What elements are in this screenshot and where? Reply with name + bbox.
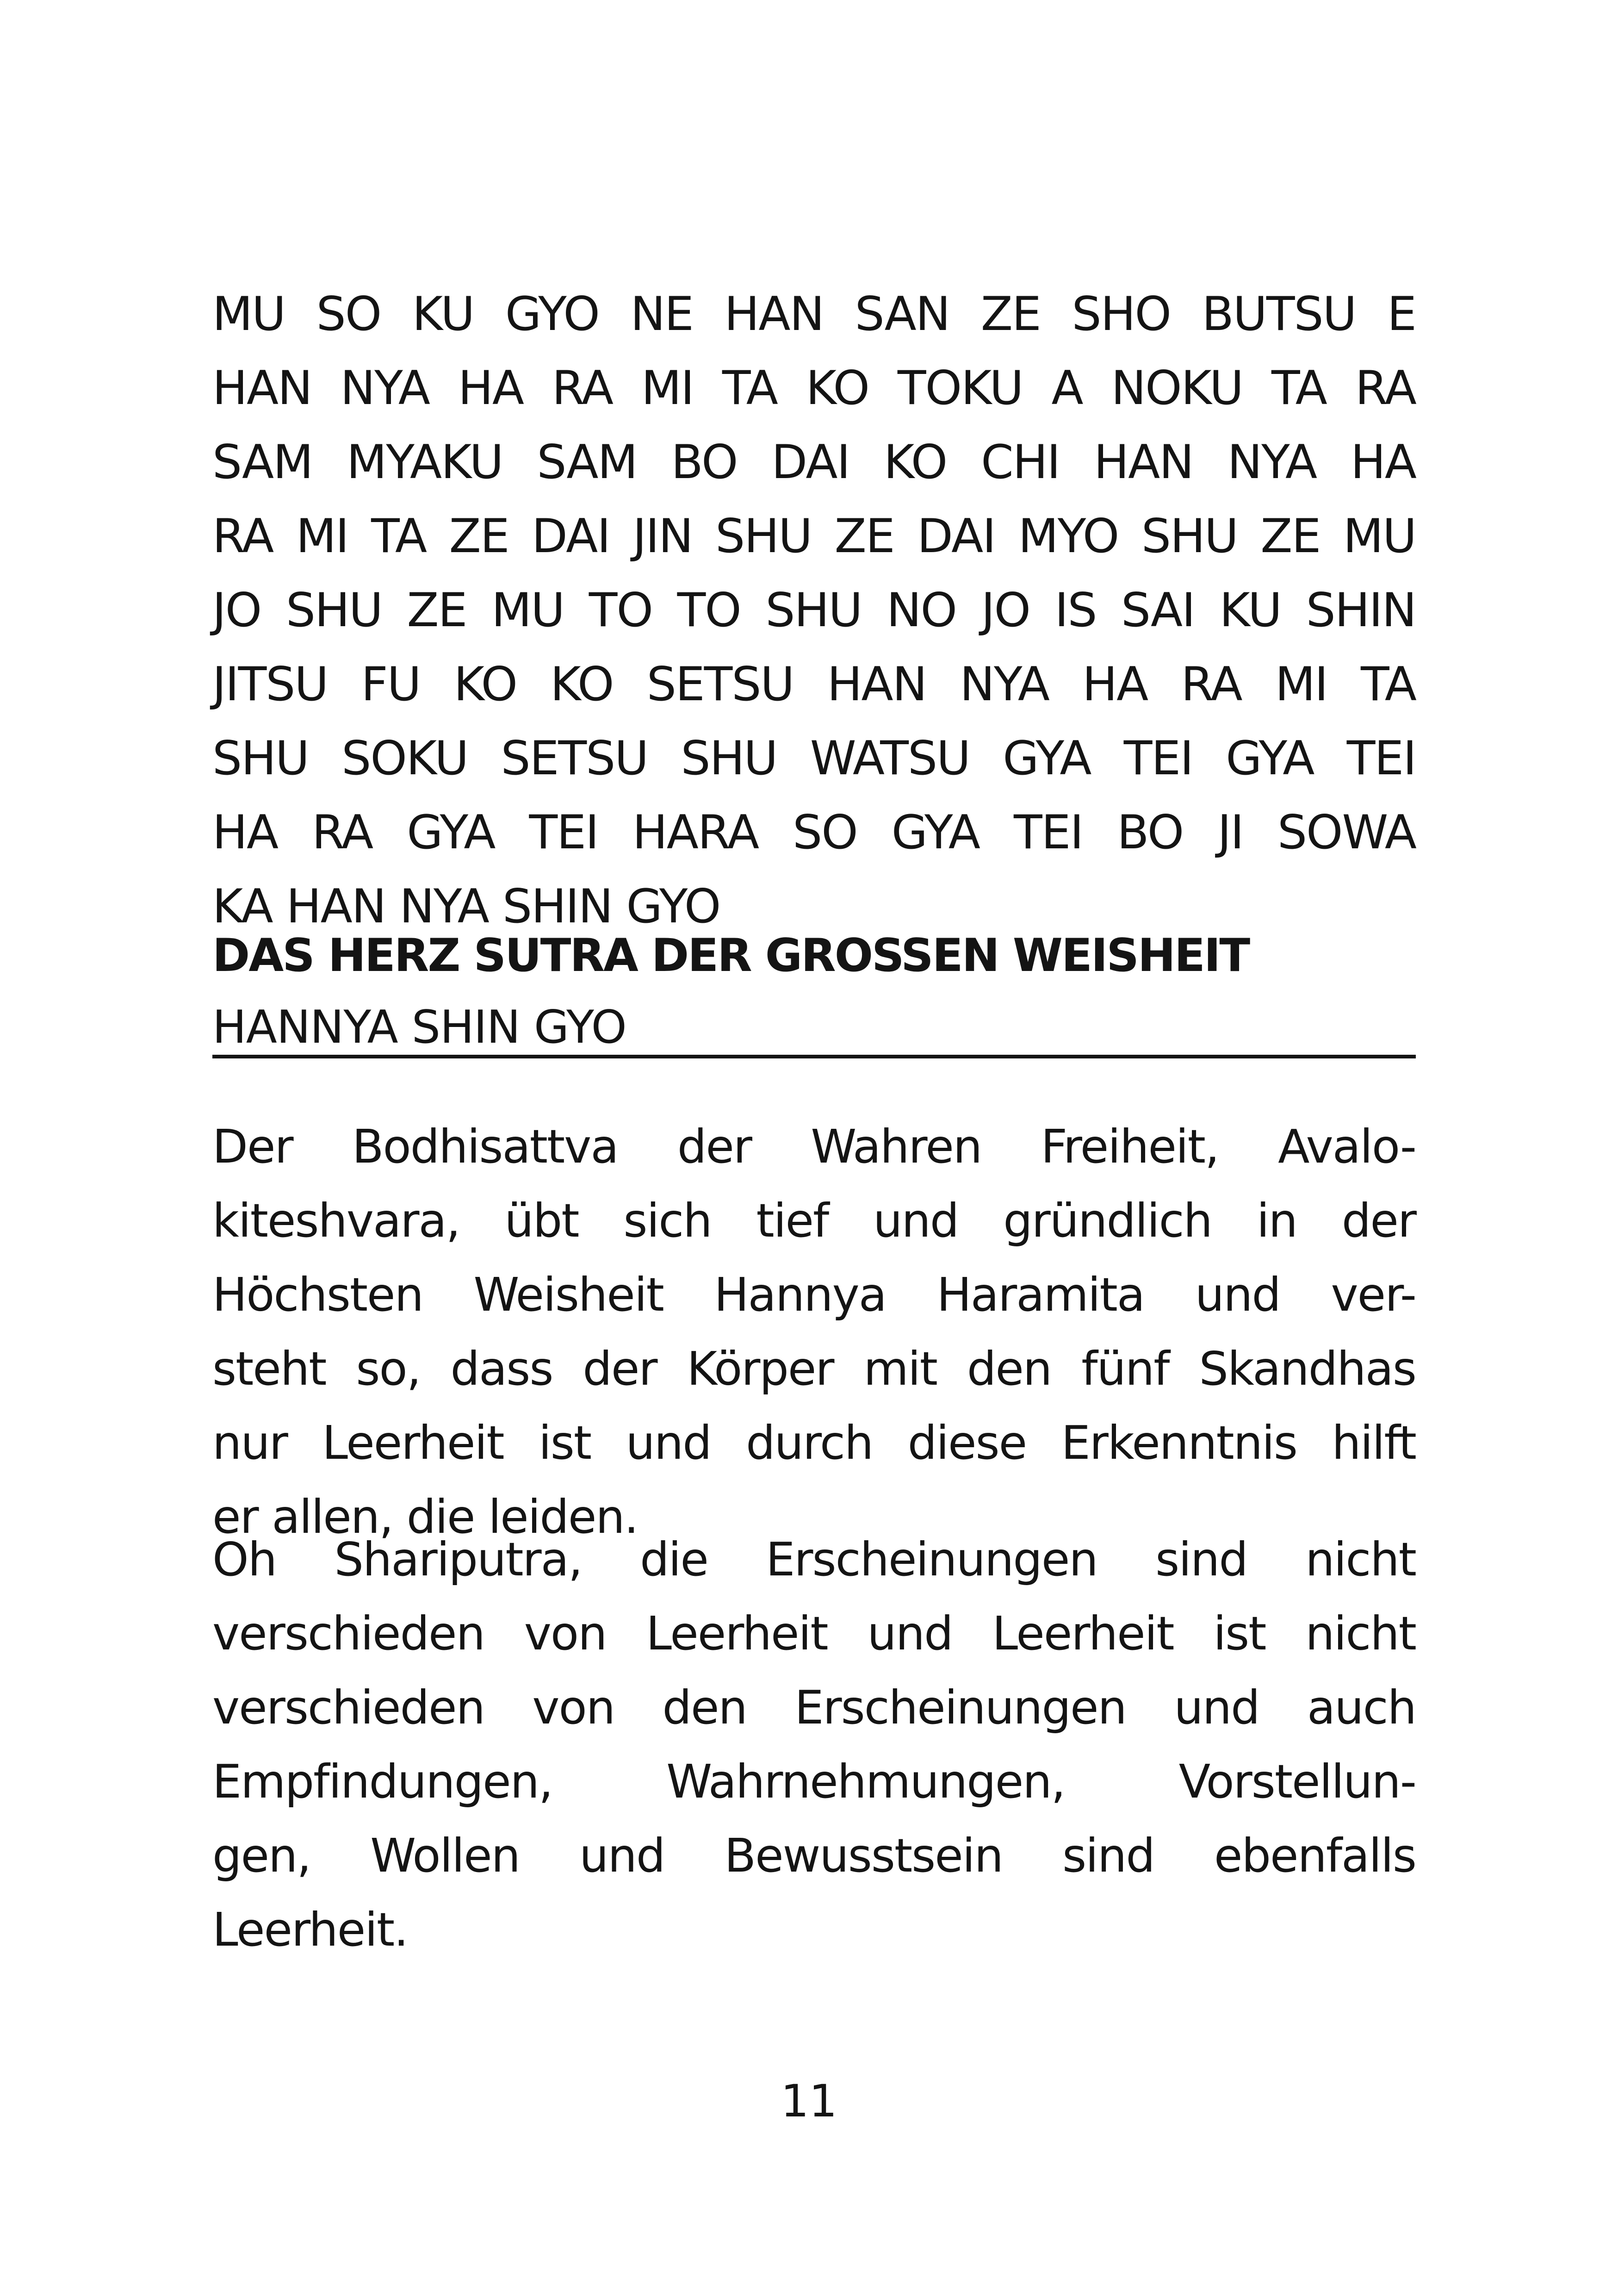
page-number: 11 [781,2075,837,2127]
paragraph-1 [212,1110,1416,1554]
paragraph-2 [212,1523,1416,1967]
heading-divider [212,1055,1416,1058]
chant-line: SHU SOKU SETSU SHU WATSU GYA TEI GYA TEI [212,731,1416,785]
chant-line: RA MI TA ZE DAI JIN SHU ZE DAI MYO SHU ZE MU [212,509,1416,563]
chant-line: HAN NYA HA RA MI TA KO TOKU A NOKU TA RA [212,361,1416,415]
paragraph-line: Empfindungen, Wahrnehmungen, Vorstellun- [212,1755,1416,1809]
section-heading [212,919,1416,1062]
chant-line: MU SO KU GYO NE HAN SAN ZE SHO BUTSU E [212,286,1416,341]
paragraph-line: gen, Wollen und Bewusstsein sind ebenfalls [212,1829,1416,1883]
paragraph-line: kiteshvara, übt sich tief und gründlich in der [212,1194,1416,1248]
chant-text-block [212,277,1416,943]
paragraph-line: verschieden von Leerheit und Leerheit ist nicht [212,1606,1416,1661]
paragraph-line: er allen, die leiden. [212,1490,638,1544]
chant-line: SAM MYAKU SAM BO DAI KO CHI HAN NYA HA [212,435,1416,489]
paragraph-line: nur Leerheit ist und durch diese Erkenntnis hilft [212,1416,1416,1470]
chant-line: JITSU FU KO KO SETSU HAN NYA HA RA MI TA [212,657,1416,711]
paragraph-line: Der Bodhisattva der Wahren Freiheit, Avalo- [212,1120,1416,1174]
paragraph-line: Leerheit. [212,1903,408,1957]
paragraph-line: Oh Shariputra, die Erscheinungen sind nicht [212,1532,1416,1587]
paragraph-line: steht so, dass der Körper mit den fünf Skandhas [212,1342,1416,1396]
section-subtitle: HANNYA SHIN GYO [212,1001,626,1054]
section-title: DAS HERZ SUTRA DER GROSSEN WEISHEIT [212,929,1249,982]
paragraph-line: verschieden von den Erscheinungen und auch [212,1680,1416,1735]
chant-line: HA RA GYA TEI HARA SO GYA TEI BO JI SOWA [212,805,1416,859]
paragraph-line: Höchsten Weisheit Hannya Haramita und ver- [212,1268,1416,1322]
chant-line: JO SHU ZE MU TO TO SHU NO JO IS SAI KU SHIN [212,583,1416,637]
chant-line: KA HAN NYA SHIN GYO [212,879,720,933]
